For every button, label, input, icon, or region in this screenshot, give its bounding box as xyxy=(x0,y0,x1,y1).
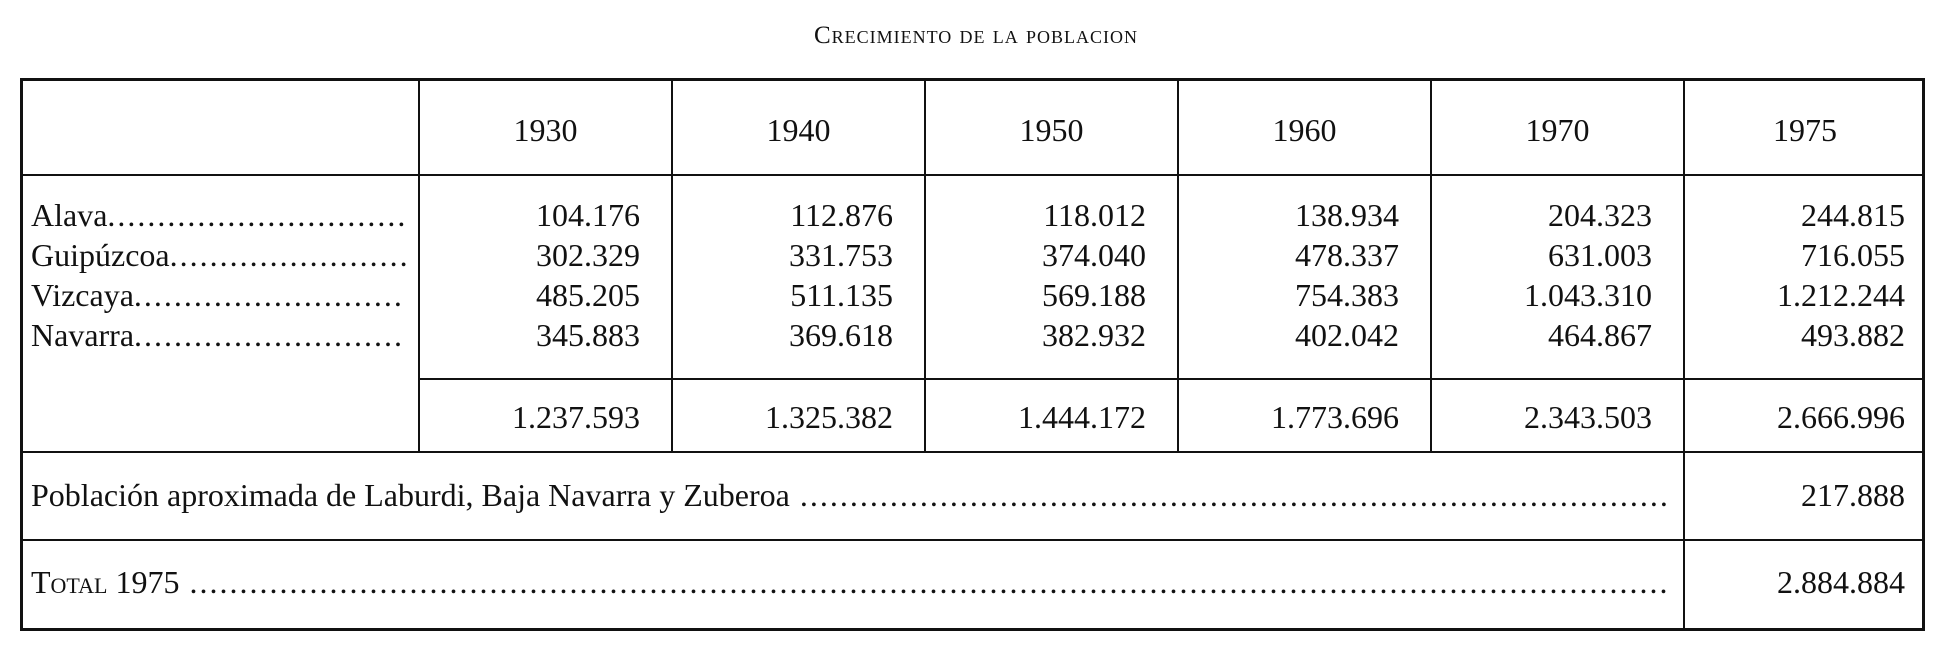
value-cell: 511.135 xyxy=(790,277,893,313)
subtotal-cell: 2.666.996 xyxy=(1777,399,1905,435)
value-cell: 464.867 xyxy=(1548,317,1652,353)
year-header: 1950 xyxy=(1019,112,1084,148)
value-cell: 112.876 xyxy=(790,197,893,233)
value-cell: 493.882 xyxy=(1801,317,1905,353)
extra-population-value: 217.888 xyxy=(1801,477,1905,513)
subtotal-cell: 2.343.503 xyxy=(1524,399,1652,435)
leader-dots xyxy=(179,563,1671,601)
province-label xyxy=(31,236,406,274)
subtotal-cell: 1.237.593 xyxy=(512,399,640,435)
total-value: 2.884.884 xyxy=(1777,564,1905,600)
population-table xyxy=(20,78,1925,631)
province-name: Alava xyxy=(31,197,108,233)
year-header: 1975 xyxy=(1773,112,1837,148)
province-label xyxy=(31,316,406,354)
extra-population-label xyxy=(31,476,1671,514)
year-header: 1930 xyxy=(513,112,578,148)
value-cell: 1.212.244 xyxy=(1777,277,1905,313)
leader-dots xyxy=(107,196,406,234)
subtotal-cell: 1.444.172 xyxy=(1018,399,1146,435)
value-cell: 345.883 xyxy=(536,317,640,353)
value-cell: 118.012 xyxy=(1043,197,1146,233)
value-cell: 138.934 xyxy=(1295,197,1399,233)
subtotal-cell: 1.325.382 xyxy=(765,399,893,435)
header-divider xyxy=(23,174,1925,176)
year-header: 1940 xyxy=(766,112,831,148)
value-cell: 302.329 xyxy=(536,237,640,273)
subtotal-cell: 1.773.696 xyxy=(1271,399,1399,435)
value-cell: 374.040 xyxy=(1042,237,1146,273)
section-divider xyxy=(23,451,1925,453)
value-cell: 204.323 xyxy=(1548,197,1652,233)
province-name: Vizcaya xyxy=(31,277,134,313)
total-label xyxy=(31,563,1671,601)
value-cell: 716.055 xyxy=(1801,237,1905,273)
value-cell: 104.176 xyxy=(536,197,640,233)
value-cell: 331.753 xyxy=(789,237,893,273)
year-header: 1960 xyxy=(1272,112,1337,148)
leader-dots xyxy=(790,476,1671,514)
value-cell: 754.383 xyxy=(1295,277,1399,313)
province-name: Guipúzcoa xyxy=(31,237,170,273)
value-cell: 478.337 xyxy=(1295,237,1399,273)
year-header: 1970 xyxy=(1525,112,1590,148)
value-cell: 1.043.310 xyxy=(1524,277,1652,313)
subtotal-divider xyxy=(418,378,1925,380)
value-cell: 631.003 xyxy=(1548,237,1652,273)
leader-dots xyxy=(170,236,406,274)
value-cell: 569.188 xyxy=(1042,277,1146,313)
leader-dots xyxy=(134,276,406,314)
leader-dots xyxy=(134,316,406,354)
col-divider xyxy=(1683,81,1685,631)
value-cell: 382.932 xyxy=(1042,317,1146,353)
value-cell: 369.618 xyxy=(789,317,893,353)
province-label xyxy=(31,196,406,234)
value-cell: 244.815 xyxy=(1801,197,1905,233)
extra-population-name: Población aproximada de Laburdi, Baja Navarra y Zuberoa xyxy=(31,477,790,513)
value-cell: 402.042 xyxy=(1295,317,1399,353)
section-divider xyxy=(23,539,1925,541)
value-cell: 485.205 xyxy=(536,277,640,313)
table-title: Crecimiento de la poblacion xyxy=(813,22,1139,49)
province-label xyxy=(31,276,406,314)
total-name: Total 1975 xyxy=(31,564,180,600)
province-name: Navarra xyxy=(31,317,135,353)
